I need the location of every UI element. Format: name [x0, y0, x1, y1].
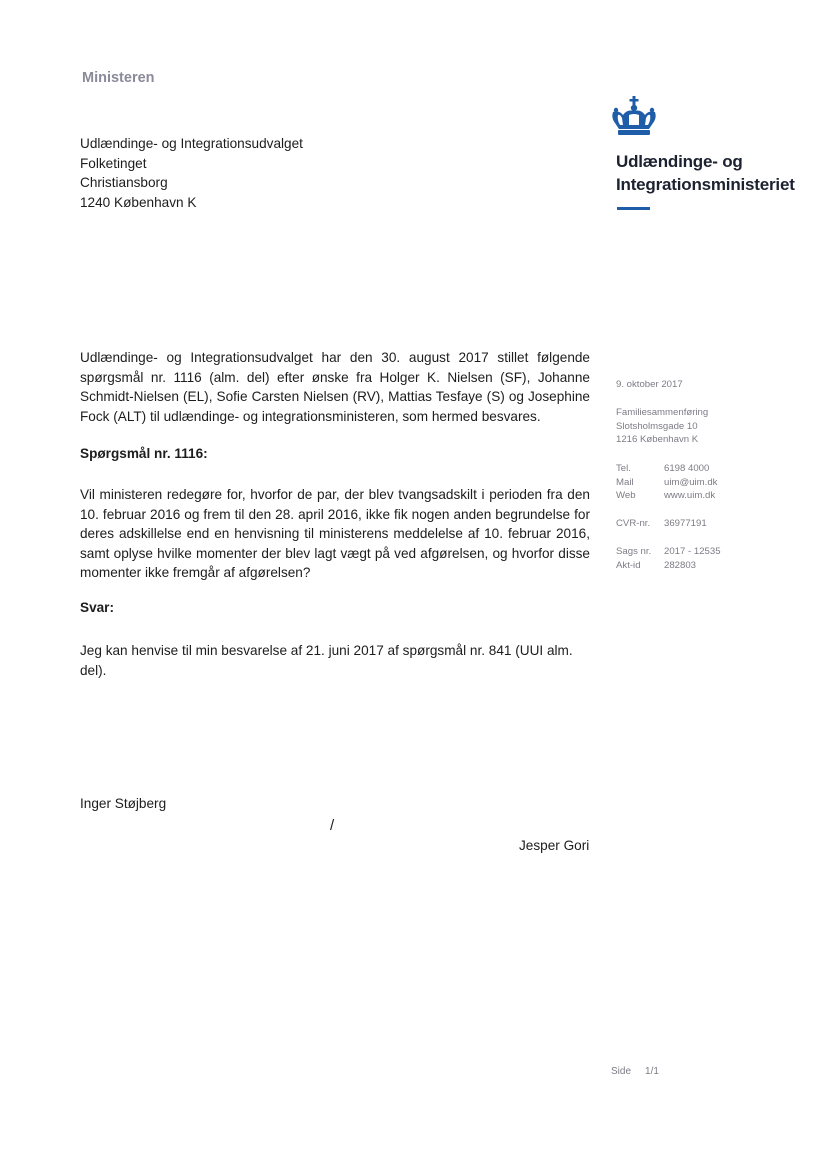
contact-label: Web	[616, 490, 636, 501]
department-address	[616, 406, 708, 447]
contact-label: Mail	[616, 476, 634, 488]
address-line: Folketinget	[80, 155, 147, 171]
contact-label: Tel.	[616, 463, 631, 474]
cvr-number	[616, 517, 707, 531]
answer-heading: Svar:	[80, 600, 115, 615]
case-label: Akt-id	[616, 559, 641, 571]
contact-value: www.uim.dk	[664, 490, 716, 501]
case-row	[616, 559, 721, 573]
case-row	[616, 545, 721, 559]
contact-info	[616, 462, 717, 503]
question-paragraph: Vil ministeren redegøre for, hvorfor de par, der blev tvangsadskilt i perioden fra den 10. februar 2016 og frem til den 28. april 2016, ikke fik nogen anden begrundelse for deres adskillelse end en henvisning til ministerens meddelelse af 10. februar 2016, samt oplyse hvilke momenter der blev lagt vægt på ved afgørelsen, og hvorfor disse momenter ikke fremgår af afgørelsen?	[80, 487, 590, 581]
ministry-name-line: Integrationsministeriet	[616, 175, 795, 194]
contact-row-mail	[616, 476, 717, 490]
address-line: Christiansborg	[80, 175, 168, 190]
case-value: 2017 - 12535	[664, 546, 721, 557]
royal-crown-icon	[609, 96, 659, 138]
cvr-value: 36977191	[664, 518, 707, 529]
department-line: Slotsholmsgade 10	[616, 420, 698, 432]
ministry-name-line: Udlændinge- og	[616, 152, 743, 171]
official-signature: Jesper Gori	[519, 838, 590, 853]
contact-value: 6198 4000	[664, 463, 710, 474]
minister-signature: Inger Støjberg	[80, 796, 167, 811]
intro-paragraph: Udlændinge- og Integrationsudvalget har den 30. august 2017 stillet følgende spørgsmål nr. 1116 (alm. del) efter ønske fra Holger K. Nielsen (SF), Johanne Schmidt-Nielsen (EL), Sofie Carsten Nielsen (RV), Mattias Tesfaye (S) og Josephine Fock (ALT) til udlændinge- og integrationsministeren, som hermed besvares.	[80, 350, 590, 424]
department-line: Familiesammenføring	[616, 407, 709, 418]
question-heading: Spørgsmål nr. 1116:	[80, 446, 208, 461]
ministry-accent-rule	[617, 207, 650, 210]
sender-label: Ministeren	[82, 70, 155, 86]
address-line: Udlændinge- og Integrationsudvalget	[80, 136, 303, 151]
case-info	[616, 545, 721, 572]
department-line: 1216 København K	[616, 434, 699, 445]
recipient-address	[80, 134, 303, 212]
page-value: 1/1	[645, 1066, 659, 1077]
answer-paragraph: Jeg kan henvise til min besvarelse af 21. juni 2017 af spørgsmål nr. 841 (UUI alm. del).	[80, 643, 573, 678]
contact-row-tel	[616, 462, 717, 476]
ministry-name	[616, 150, 795, 196]
page-number	[611, 1066, 659, 1077]
case-label: Sags nr.	[616, 546, 652, 557]
page-label: Side	[611, 1066, 632, 1077]
contact-row-web	[616, 489, 717, 503]
letter-date: 9. oktober 2017	[616, 379, 683, 390]
cvr-label: CVR-nr.	[616, 518, 651, 529]
address-line: 1240 København K	[80, 194, 197, 210]
case-value: 282803	[664, 559, 697, 571]
signature-separator: /	[330, 817, 335, 834]
contact-value: uim@uim.dk	[664, 476, 718, 488]
